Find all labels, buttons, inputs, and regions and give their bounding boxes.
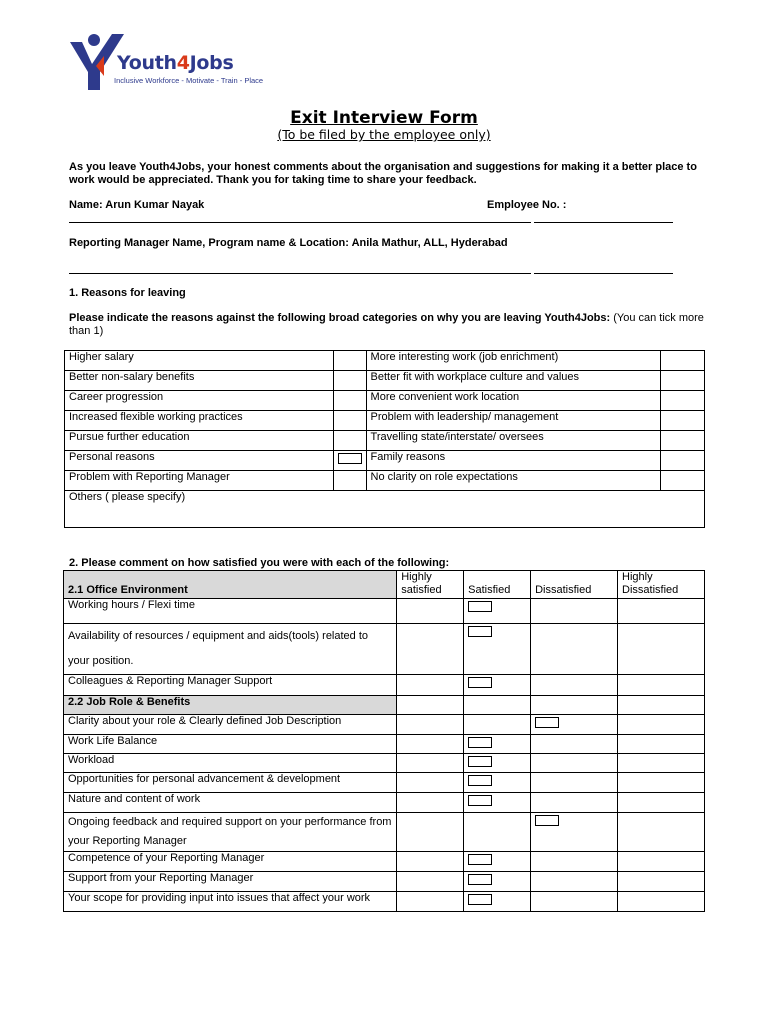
reasons-table [64,350,705,528]
satisfaction-item-label: Colleagues & Reporting Manager Support [64,675,397,696]
rating-cell[interactable] [618,773,705,793]
manager-underline-right[interactable] [534,273,673,274]
rating-cell[interactable] [618,735,705,754]
satisfaction-row [64,675,705,696]
satisfaction-row [64,793,705,813]
checkbox-icon[interactable] [535,717,559,728]
satisfaction-item-label: Ongoing feedback and required support on your performance from your Reporting Manager [64,813,397,852]
rating-cell[interactable] [618,852,705,872]
others-specify-field[interactable]: Others ( please specify) [65,491,705,528]
reason-label: More convenient work location [366,391,661,411]
satisfaction-row [64,872,705,892]
rating-cell[interactable] [531,735,618,754]
name-field-label: Name: Arun Kumar Nayak [69,199,205,211]
intro-paragraph: As you leave Youth4Jobs, your honest comments about the organisation and suggestions for making it a better place to work would be appreciated. Thank you for taking time to share your feedback. [69,161,697,186]
reason-label: Better non-salary benefits [65,371,334,391]
satisfaction-row [64,813,705,852]
reason-checkbox-cell[interactable] [333,351,366,371]
rating-cell[interactable] [464,675,531,696]
rating-cell[interactable] [464,735,531,754]
manager-underline[interactable] [69,273,531,274]
checkbox-icon[interactable] [338,453,362,464]
reason-label: More interesting work (job enrichment) [366,351,661,371]
reason-checkbox-cell[interactable] [661,451,705,471]
satisfaction-item-label: Nature and content of work [64,793,397,813]
reason-checkbox-cell[interactable] [661,391,705,411]
reason-checkbox-cell[interactable] [661,411,705,431]
rating-cell[interactable] [618,872,705,892]
rating-cell[interactable] [397,675,464,696]
section1-heading: 1. Reasons for leaving [69,287,186,299]
satisfaction-row [64,773,705,793]
satisfaction-row [64,892,705,912]
rating-column-header: Satisfied [464,571,531,599]
rating-cell[interactable] [464,773,531,793]
checkbox-icon[interactable] [468,795,492,806]
checkbox-icon[interactable] [535,815,559,826]
employee-no-underline[interactable] [534,222,673,223]
section-2-1-heading: 2.1 Office Environment [64,571,397,599]
rating-cell[interactable] [464,793,531,813]
satisfaction-item-label: Availability of resources / equipment and aids(tools) related to your position. [64,624,397,675]
satisfaction-item-label: Workload [64,754,397,773]
reason-label: Higher salary [65,351,334,371]
reason-row [65,431,705,451]
satisfaction-item-label: Clarity about your role & Clearly defined Job Description [64,715,397,735]
rating-column-header: Dissatisfied [531,571,618,599]
rating-cell[interactable] [397,735,464,754]
rating-cell[interactable] [397,793,464,813]
rating-cell[interactable] [464,696,531,715]
rating-cell[interactable] [464,872,531,892]
satisfaction-row [64,852,705,872]
logo-wordmark: Youth4Jobs [117,52,234,74]
rating-column-header: Highly Dissatisfied [618,571,705,599]
rating-cell[interactable] [397,813,464,852]
reason-checkbox-cell[interactable] [661,371,705,391]
rating-cell[interactable] [397,715,464,735]
reason-label: Pursue further education [65,431,334,451]
satisfaction-item-label: Opportunities for personal advancement & development [64,773,397,793]
rating-cell[interactable] [397,754,464,773]
rating-cell[interactable] [618,675,705,696]
checkbox-icon[interactable] [468,626,492,637]
rating-column-header: Highly satisfied [397,571,464,599]
satisfaction-row [64,715,705,735]
reason-checkbox-cell[interactable] [333,391,366,411]
rating-cell[interactable] [397,892,464,912]
satisfaction-row [64,754,705,773]
rating-cell[interactable] [531,773,618,793]
rating-cell[interactable] [618,754,705,773]
rating-cell[interactable] [531,696,618,715]
rating-cell[interactable] [464,624,531,675]
checkbox-icon[interactable] [468,756,492,767]
satisfaction-item-label: Competence of your Reporting Manager [64,852,397,872]
rating-cell[interactable] [618,813,705,852]
reason-row [65,391,705,411]
checkbox-icon[interactable] [468,854,492,865]
rating-cell[interactable] [531,754,618,773]
reason-checkbox-cell[interactable] [333,451,366,471]
rating-cell[interactable] [618,696,705,715]
rating-cell[interactable] [618,793,705,813]
satisfaction-header-row [64,571,705,599]
rating-cell[interactable] [531,793,618,813]
rating-cell[interactable] [531,624,618,675]
form-subtitle: (To be filed by the employee only) [277,127,491,142]
rating-cell[interactable] [618,715,705,735]
reason-checkbox-cell[interactable] [661,431,705,451]
satisfaction-item-label: Work Life Balance [64,735,397,754]
checkbox-icon[interactable] [468,874,492,885]
satisfaction-item-label: Support from your Reporting Manager [64,872,397,892]
reason-label: Problem with Reporting Manager [65,471,334,491]
reason-label: Personal reasons [65,451,334,471]
checkbox-icon[interactable] [468,601,492,612]
form-title: Exit Interview Form [290,108,478,128]
checkbox-icon[interactable] [468,677,492,688]
reason-checkbox-cell[interactable] [333,431,366,451]
section-2-2-row [64,696,705,715]
reason-row-others [65,491,705,528]
rating-cell[interactable] [397,773,464,793]
reason-checkbox-cell[interactable] [333,471,366,491]
section2-heading: 2. Please comment on how satisfied you were with each of the following: [69,557,450,569]
rating-cell[interactable] [531,872,618,892]
reason-label: Problem with leadership/ management [366,411,661,431]
rating-cell[interactable] [531,852,618,872]
reason-label: Travelling state/interstate/ oversees [366,431,661,451]
satisfaction-table [63,570,705,912]
reason-row [65,411,705,431]
rating-cell[interactable] [397,696,464,715]
reason-checkbox-cell[interactable] [333,371,366,391]
rating-cell[interactable] [618,599,705,624]
name-underline[interactable] [69,222,531,223]
rating-cell[interactable] [464,715,531,735]
reason-checkbox-cell[interactable] [333,411,366,431]
satisfaction-item-label: Your scope for providing input into issues that affect your work [64,892,397,912]
reason-label: Increased flexible working practices [65,411,334,431]
rating-cell[interactable] [397,872,464,892]
rating-cell[interactable] [531,675,618,696]
reason-row [65,471,705,491]
rating-cell[interactable] [531,892,618,912]
rating-cell[interactable] [531,599,618,624]
section-2-2-heading: 2.2 Job Role & Benefits [64,696,397,715]
reason-label: Career progression [65,391,334,411]
satisfaction-row [64,599,705,624]
reason-label: Family reasons [366,451,661,471]
reason-row [65,351,705,371]
rating-cell[interactable] [397,599,464,624]
reason-checkbox-cell[interactable] [661,471,705,491]
checkbox-icon[interactable] [468,775,492,786]
employee-no-label: Employee No. : [487,199,567,211]
logo-tagline: Inclusive Workforce - Motivate - Train - Place [114,76,264,85]
rating-cell[interactable] [464,852,531,872]
reason-checkbox-cell[interactable] [661,351,705,371]
checkbox-icon[interactable] [468,737,492,748]
rating-cell[interactable] [531,715,618,735]
section1-instruction: Please indicate the reasons against the following broad categories on why you are leaving Youth4Jobs: (You can tick more than 1) [69,312,704,337]
reason-row [65,371,705,391]
rating-cell[interactable] [464,599,531,624]
rating-cell[interactable] [397,624,464,675]
rating-cell[interactable] [464,754,531,773]
rating-cell[interactable] [397,852,464,872]
manager-field-label: Reporting Manager Name, Program name & Location: Anila Mathur, ALL, Hyderabad [69,237,508,249]
checkbox-icon[interactable] [468,894,492,905]
satisfaction-row [64,624,705,675]
reason-label: No clarity on role expectations [366,471,661,491]
rating-cell[interactable] [464,892,531,912]
rating-cell[interactable] [618,892,705,912]
rating-cell[interactable] [531,813,618,852]
reason-row [65,451,705,471]
satisfaction-item-label: Working hours / Flexi time [64,599,397,624]
satisfaction-row [64,735,705,754]
reason-label: Better fit with workplace culture and values [366,371,661,391]
rating-cell[interactable] [464,813,531,852]
rating-cell[interactable] [618,624,705,675]
